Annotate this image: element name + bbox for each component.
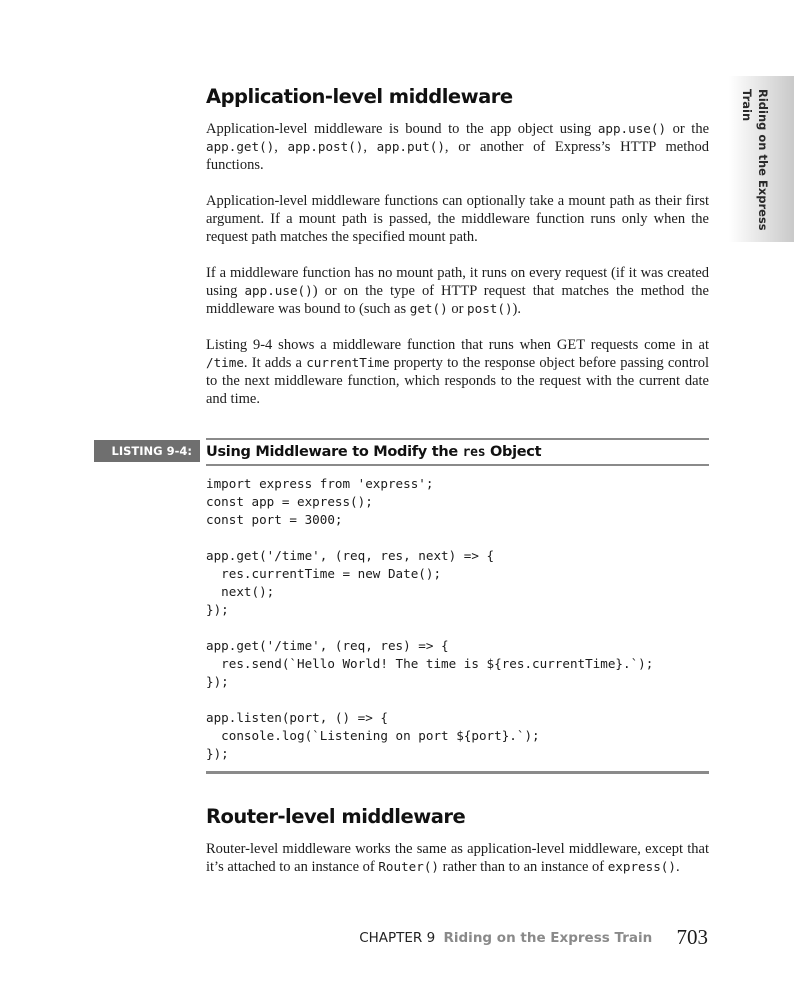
inline-code: app.get() [206, 139, 275, 154]
inline-code: app.use() [597, 121, 667, 136]
inline-code: post() [467, 301, 513, 316]
chapter-side-tab [729, 76, 794, 242]
inline-code: get() [409, 301, 448, 316]
text-run: ) or on the type of HTTP request that matches the method the middleware was bound to (such as [206, 283, 709, 317]
paragraph-1 [206, 120, 709, 174]
listing-title [206, 438, 709, 466]
inline-code: res [462, 445, 486, 460]
text-run: Router-level middleware works the same as application-level middleware, except that it’s attached to an instance of [206, 841, 709, 875]
side-tab-line-1: Riding on the Express [756, 89, 770, 231]
text-run: If a middleware function has no mount path, it runs on every request (if it was created using [206, 265, 709, 299]
listing-label: LISTING 9-4: [94, 440, 200, 462]
page-number: 703 [676, 925, 708, 949]
section-heading-application-level: Application-level middleware [206, 85, 513, 108]
inline-code: app.post() [287, 139, 364, 154]
text-run: property to the response object before passing control to the next middleware function, which responds to the request with the current date and time. [206, 355, 709, 407]
side-tab-text [739, 89, 771, 231]
text-run: or the [666, 121, 710, 137]
inline-code: currentTime [306, 355, 390, 370]
inline-code: express() [607, 859, 676, 874]
text-run: or [447, 301, 468, 317]
page-content [111, 84, 710, 876]
inline-code: app.put() [376, 139, 445, 154]
text-run: . It adds a [243, 355, 307, 371]
paragraph-3 [206, 264, 709, 318]
paragraph-2: Application-level middleware functions can optionally take a mount path as their first argument. If a mount path is passed, the middleware function runs only when the request path matches the specified mount path. [206, 193, 709, 245]
inline-code: app.use() [244, 283, 313, 298]
text-run: Listing 9-4 shows a middleware function that runs when GET requests come in at [206, 337, 709, 353]
text-run: , [363, 139, 377, 155]
text-run: rather than to an instance of [439, 859, 608, 875]
inline-code: /time [206, 355, 244, 370]
paragraph-5 [206, 840, 709, 876]
paragraph-4 [206, 336, 709, 408]
side-tab-line-2: Train [740, 89, 754, 122]
section-heading-router-level: Router-level middleware [206, 805, 466, 828]
page-footer [359, 925, 708, 950]
footer-chapter-title: Riding on the Express Train [443, 930, 653, 946]
text-run: . [675, 859, 680, 875]
code-block: import express from 'express'; const app = express(); const port = 3000; app.get('/time', (req, res, next) => { res.currentTime = new Date(); next(); }); app.get('/time', (req, res) => { res.send(`Hello World! The time is ${res.currentTime}.`); }); app.listen(port, () => { console.log(`Listening on port ${port}.`); }); [206, 466, 709, 774]
text-run: Using Middleware to Modify the [206, 444, 463, 460]
footer-chapter: CHAPTER 9 [359, 930, 436, 946]
text-run: Application-level middleware is bound to the app object using [206, 121, 598, 137]
text-run: Object [485, 444, 542, 460]
inline-code: Router() [378, 859, 440, 874]
text-run: , or another of Express’s HTTP method functions. [206, 139, 709, 173]
text-run: ). [512, 301, 521, 317]
code-listing [111, 438, 709, 774]
text-run: , [274, 139, 288, 155]
